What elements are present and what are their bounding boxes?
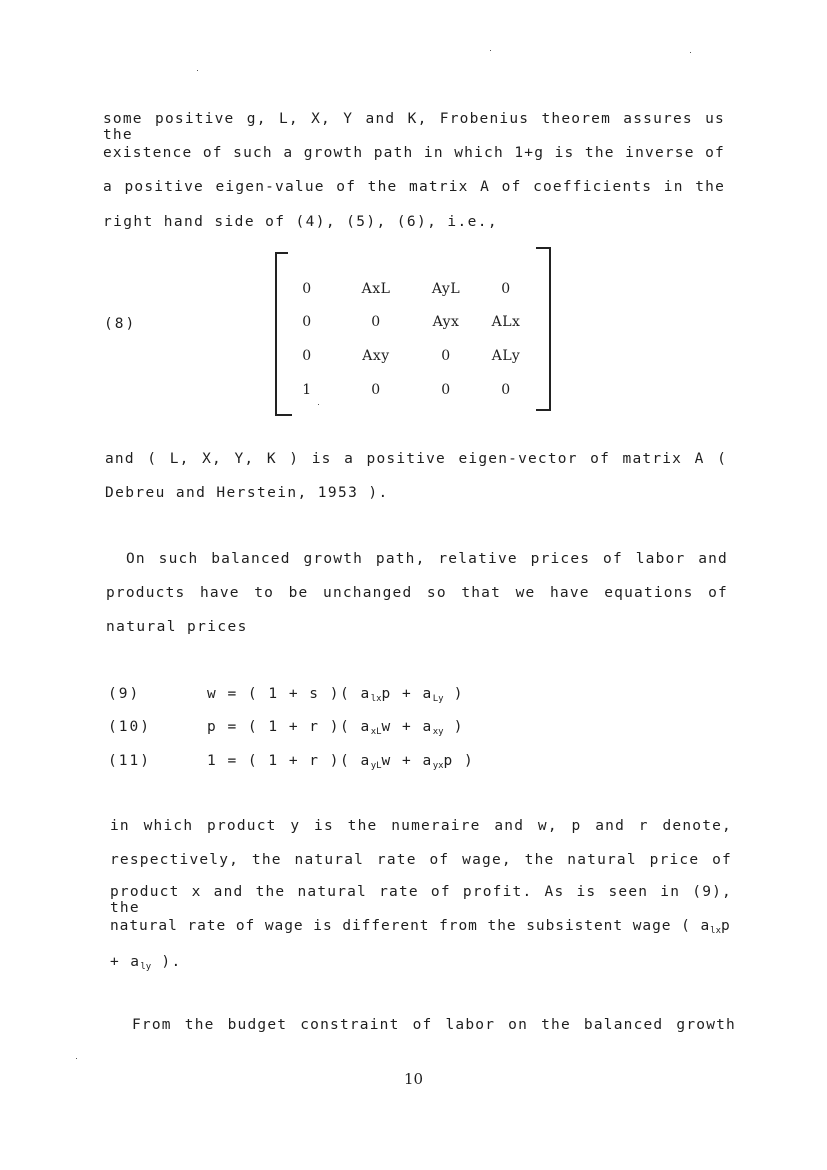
scan-speck — [318, 404, 319, 405]
matrix-cell: Axy — [362, 348, 390, 364]
matrix-cell: 0 — [501, 281, 511, 297]
matrix-cell: 0 — [501, 382, 511, 398]
matrix-cell: 0 — [302, 348, 312, 364]
paragraph3-line3: natural prices — [106, 619, 248, 635]
equation-lhs: w = ( 1 + s )( a — [207, 686, 371, 702]
paragraph4-line4-end: p — [721, 918, 731, 934]
equation-mid: w + a — [381, 719, 433, 735]
paragraph3-line2: products have to be unchanged so that we have equations of — [106, 585, 728, 601]
equation-subscript: xL — [370, 727, 382, 737]
paragraph4-line4-text: natural rate of wage is different from the subsistent wage ( a — [110, 918, 711, 934]
paragraph1-line2: existence of such a growth path in which 1+g is the inverse of — [103, 145, 725, 161]
matrix-cell: 0 — [441, 348, 451, 364]
equation-subscript: yL — [370, 761, 382, 771]
paragraph2-line1: and ( L, X, Y, K ) is a positive eigen-vector of matrix A ( — [105, 451, 727, 467]
equation-lhs: p = ( 1 + r )( a — [207, 719, 371, 735]
subscript: lx — [710, 926, 721, 936]
matrix-cell: 0 — [371, 314, 381, 330]
paragraph4-line1: in which product y is the numeraire and w, p and r denote, — [110, 818, 732, 834]
equation-end: ) — [443, 719, 464, 735]
paragraph4-line4 — [110, 918, 731, 936]
paragraph1-line1: some positive g, L, X, Y and K, Frobenius theorem assures us the — [103, 111, 725, 143]
equation-label: (11) — [108, 753, 151, 769]
paragraph4-line3: product x and the natural rate of profit. As is seen in (9), the — [110, 884, 732, 916]
paragraph5-line1: From the budget constraint of labor on the balanced growth — [132, 1017, 736, 1033]
matrix-cell: AxL — [361, 281, 391, 297]
matrix-cell: 0 — [302, 281, 312, 297]
paragraph4-line5-end: ). — [151, 954, 182, 970]
paragraph4-line5 — [110, 954, 182, 972]
equation-label: (10) — [108, 719, 151, 735]
matrix-label: (8) — [104, 316, 137, 332]
equation-label: (9) — [108, 686, 141, 702]
scan-speck — [490, 50, 491, 51]
equation-body — [207, 753, 474, 771]
equation-subscript: xy — [432, 727, 444, 737]
scan-speck — [690, 52, 691, 53]
equation-subscript: lx — [370, 694, 382, 704]
equation-mid: p + a — [381, 686, 433, 702]
page-number: 10 — [403, 1070, 424, 1088]
paragraph1-line3: a positive eigen-value of the matrix A of coefficients in the — [103, 179, 725, 195]
subscript: ly — [140, 962, 152, 972]
equation-mid: w + a — [381, 753, 433, 769]
equation-subscript: Ly — [432, 694, 444, 704]
equation-lhs: 1 = ( 1 + r )( a — [207, 753, 371, 769]
left-bracket — [268, 245, 298, 425]
matrix-cell: Ayx — [432, 314, 460, 330]
paragraph2-line2: Debreu and Herstein, 1953 ). — [105, 485, 389, 501]
matrix-cell: 0 — [302, 314, 312, 330]
matrix-cell: ALx — [491, 314, 521, 330]
paragraph4-line5-text: + a — [110, 954, 141, 970]
matrix-cell: AyL — [431, 281, 461, 297]
paragraph1-line4: right hand side of (4), (5), (6), i.e., — [103, 214, 499, 230]
matrix-cell: ALy — [491, 348, 521, 364]
equation-body — [207, 719, 464, 737]
equation-subscript: yx — [432, 761, 444, 771]
equation-end: ) — [443, 686, 464, 702]
matrix-cell: 0 — [371, 382, 381, 398]
paragraph4-line2: respectively, the natural rate of wage, the natural price of — [110, 852, 732, 868]
matrix-cell: 1 — [302, 382, 312, 398]
equation-end: p ) — [443, 753, 475, 769]
scan-speck — [197, 70, 198, 71]
scan-speck — [76, 1058, 77, 1059]
equation-body — [207, 686, 464, 704]
matrix-cell: 0 — [441, 382, 451, 398]
paragraph3-line1: On such balanced growth path, relative prices of labor and — [126, 551, 728, 567]
